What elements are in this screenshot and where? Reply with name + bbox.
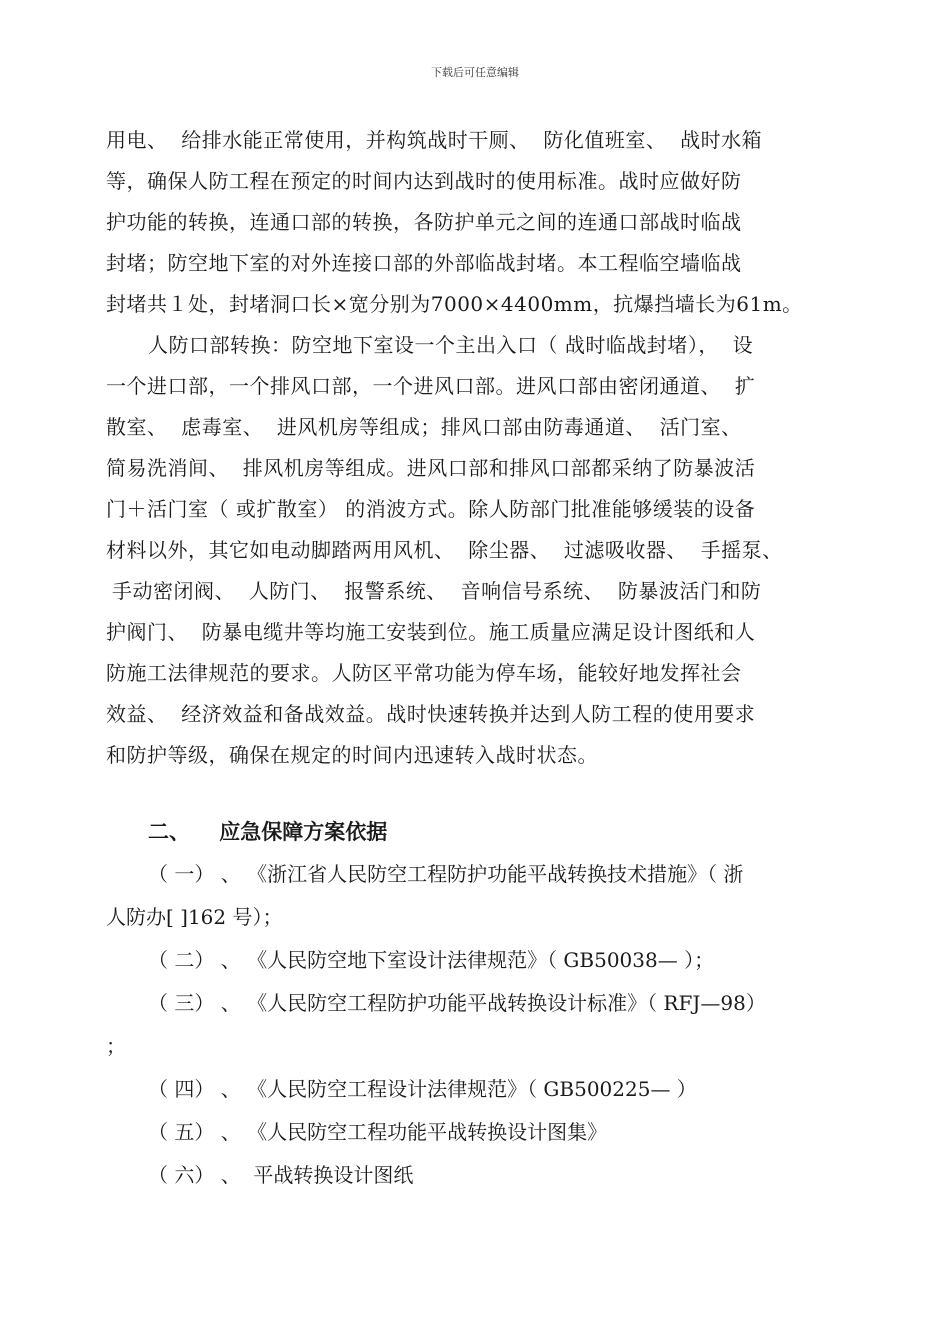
- text-line: 等，确保人防工程在预定的时间内达到战时的使用标准。战时应做好防: [106, 169, 742, 193]
- section-heading: 二、 应急保障方案依据: [148, 819, 388, 844]
- text-line: 护阀门、 防暴电缆井等均施工安装到位。施工质量应满足设计图纸和人: [106, 620, 756, 644]
- list-item-continuation: 人防办[ ]162 号）；: [106, 905, 283, 929]
- paragraph-entrance-conversion: [106, 325, 846, 776]
- text-line: 散室、 虑毒室、 进风机房等组成；排风口部由防毒通道、 活门室、: [106, 415, 742, 439]
- text-line: 封堵；防空地下室的对外连接口部的外部临战封堵。本工程临空墙临战: [106, 251, 742, 275]
- list-item: （ 一） 、 《浙江省人民防空工程防护功能平战转换技术措施》（ 浙: [148, 862, 744, 886]
- list-item-continuation: ；: [106, 1034, 126, 1058]
- text-line: 材料以外，其它如电动脚踏两用风机、 除尘器、 过滤吸收器、 手摇泵、: [106, 538, 783, 562]
- text-line: 封堵共１处，封堵洞口长×宽分别为7000×4400mm，抗爆挡墙长为61m。: [106, 292, 803, 316]
- list-item: （ 三） 、 《人民防空工程防护功能平战转换设计标准》（ RFJ—98）: [148, 991, 766, 1015]
- list-item: （ 四） 、 《人民防空工程设计法律规范》（ GB500225— ）: [148, 1077, 697, 1101]
- text-line: 门＋活门室（ 或扩散室） 的消波方式。除人防部门批准能够缓装的设备: [106, 497, 756, 521]
- text-line: 一个进口部，一个排风口部，一个进风口部。进风口部由密闭通道、 扩: [106, 374, 756, 398]
- text-line: 防施工法律规范的要求。人防区平常功能为停车场，能较好地发挥社会: [106, 661, 742, 685]
- page-header: 下载后可任意编辑: [431, 66, 519, 79]
- list-item: （ 二） 、 《人民防空地下室设计法律规范》（ GB50038— ）；: [148, 948, 715, 972]
- text-line: 用电、 给排水能正常使用，并构筑战时干厕、 防化值班室、 战时水箱: [106, 128, 763, 152]
- text-line: 和防护等级，确保在规定的时间内迅速转入战时状态。: [106, 743, 598, 767]
- section-emergency-basis: [106, 810, 846, 1197]
- text-line: 手动密闭阀、 人防门、 报警系统、 音响信号系统、 防暴波活门和防: [112, 579, 762, 603]
- text-line: 效益、 经济效益和备战效益。战时快速转换并达到人防工程的使用要求: [106, 702, 756, 726]
- text-line: 护功能的转换，连通口部的转换，各防护单元之间的连通口部战时临战: [106, 210, 742, 234]
- section-spacer: [106, 776, 846, 810]
- list-item: （ 五） 、 《人民防空工程功能平战转换设计图集》: [148, 1120, 608, 1144]
- text-line: 人防口部转换：防空地下室设一个主出入口（ 战时临战封堵）， 设: [148, 333, 754, 357]
- text-line: 简易洗消间、 排风机房等组成。进风口部和排风口部都采纳了防暴波活: [106, 456, 756, 480]
- document-body: [106, 120, 846, 1197]
- list-item: （ 六） 、 平战转换设计图纸: [148, 1163, 414, 1187]
- paragraph-wartime-conversion: [106, 120, 846, 325]
